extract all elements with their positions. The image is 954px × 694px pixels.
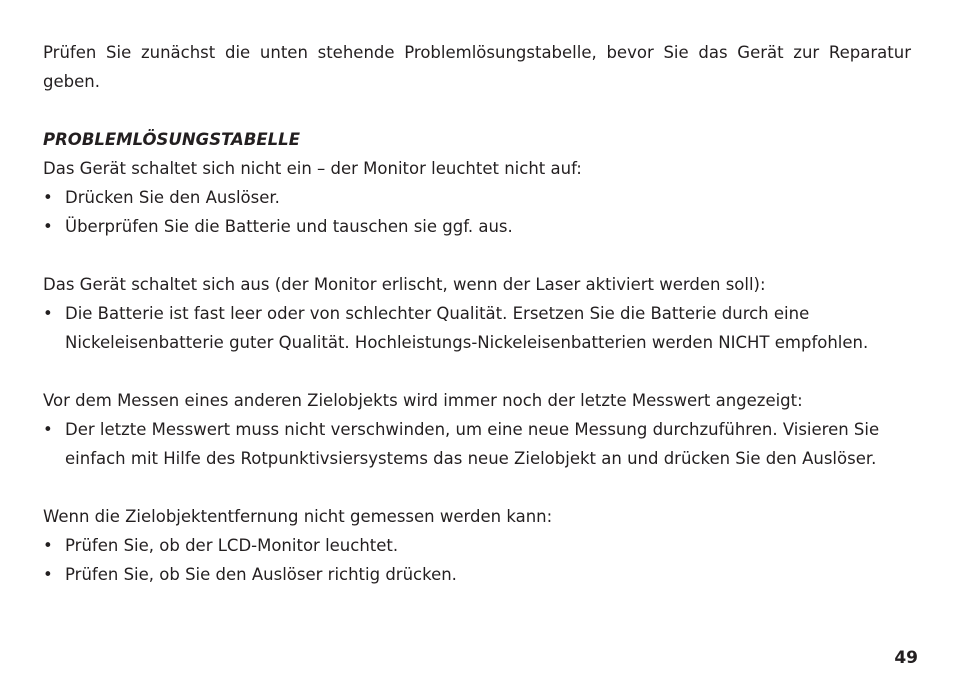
problem-title: Das Gerät schaltet sich nicht ein – der Monitor leuchtet nicht auf: xyxy=(43,159,582,178)
list-item-text: Prüfen Sie, ob Sie den Auslöser richtig drücken. xyxy=(65,565,457,584)
list-item-text: Überprüfen Sie die Batterie und tauschen sie ggf. aus. xyxy=(65,217,513,236)
problem-title: Vor dem Messen eines anderen Zielobjekts wird immer noch der letzte Messwert angezeigt: xyxy=(43,391,803,410)
bullet-icon: • xyxy=(43,536,53,555)
solution-list xyxy=(43,531,911,589)
problem-section-1 xyxy=(43,154,911,241)
bullet-icon: • xyxy=(43,188,53,207)
solution-list xyxy=(43,183,911,241)
list-item xyxy=(43,415,911,473)
problem-section-3 xyxy=(43,386,911,473)
bullet-icon: • xyxy=(43,565,53,584)
list-item-text: Prüfen Sie, ob der LCD-Monitor leuchtet. xyxy=(65,536,399,555)
solution-list xyxy=(43,415,911,473)
bullet-icon: • xyxy=(43,304,53,323)
page-number: 49 xyxy=(894,648,918,668)
list-item xyxy=(43,183,911,212)
problem-title: Wenn die Zielobjektentfernung nicht gemessen werden kann: xyxy=(43,507,553,526)
bullet-icon: • xyxy=(43,420,53,439)
problem-section-2 xyxy=(43,270,911,357)
list-item-text: Die Batterie ist fast leer oder von schlechter Qualität. Ersetzen Sie die Batterie durch eine Nickeleisenbatterie guter Qualität. Hochleistungs-Nickeleisenbatterien werden NICHT empfohlen. xyxy=(65,304,869,352)
list-item xyxy=(43,560,911,589)
list-item-text: Der letzte Messwert muss nicht verschwinden, um eine neue Messung durchzuführen. Visieren Sie einfach mit Hilfe des Rotpunktivsiersystems das neue Zielobjekt an und drücken Sie den Auslöser. xyxy=(65,420,880,468)
list-item-text: Drücken Sie den Auslöser. xyxy=(65,188,280,207)
solution-list xyxy=(43,299,911,357)
intro-paragraph: Prüfen Sie zunächst die unten stehende Problemlösungstabelle, bevor Sie das Gerät zur Reparatur geben. xyxy=(43,43,911,91)
list-item xyxy=(43,299,911,357)
list-item xyxy=(43,212,911,241)
problem-title: Das Gerät schaltet sich aus (der Monitor erlischt, wenn der Laser aktiviert werden soll): xyxy=(43,275,766,294)
problem-section-4 xyxy=(43,502,911,589)
list-item xyxy=(43,531,911,560)
bullet-icon: • xyxy=(43,217,53,236)
document-page xyxy=(43,38,911,589)
section-heading: PROBLEMLÖSUNGSTABELLE xyxy=(43,130,300,149)
